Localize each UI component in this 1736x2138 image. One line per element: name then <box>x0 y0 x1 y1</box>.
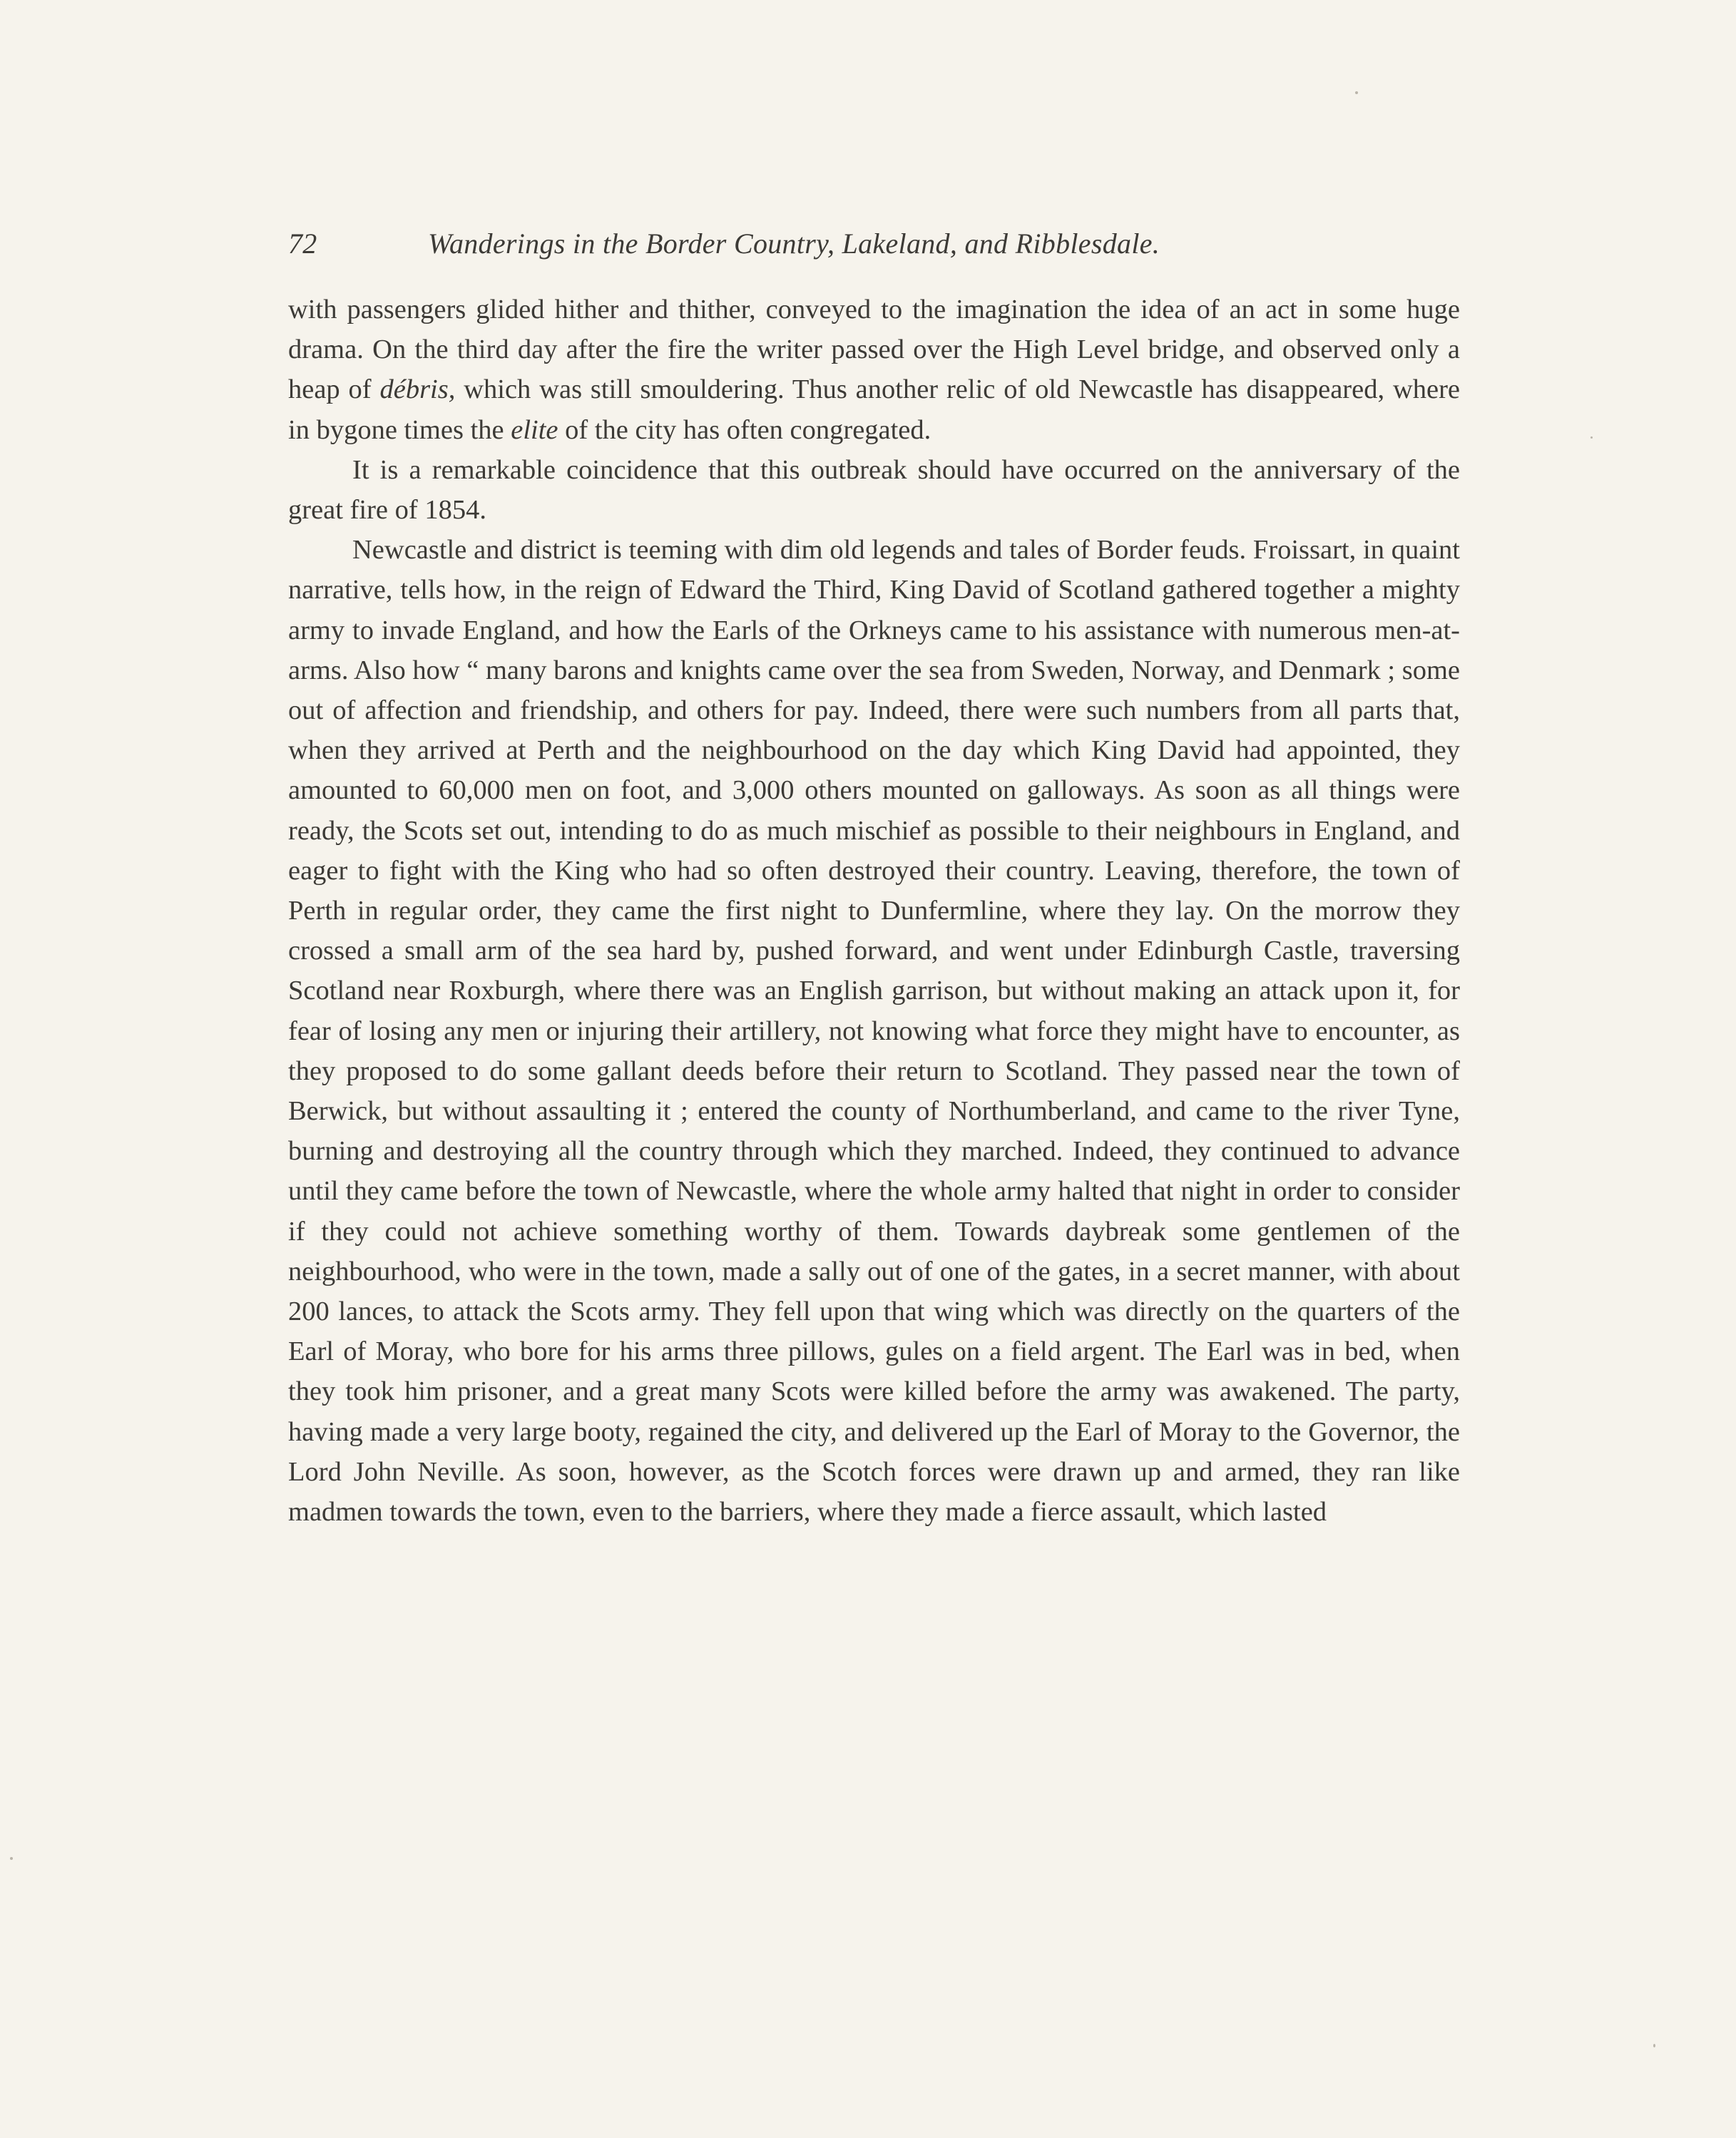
paragraph-1 <box>288 290 1460 450</box>
page-number: 72 <box>288 227 317 260</box>
paper-speck <box>10 1857 13 1860</box>
italic-elite: elite <box>511 414 558 445</box>
paragraph-1-text-a: with passengers glided hither and thither, conveyed to the imagination the idea of an act in some huge drama. On the third day after the fire the writer passed over the High Level bridge, and observed only a heap of <box>288 295 1460 405</box>
italic-debris: débris, <box>379 374 456 405</box>
paragraph-1-text-b: which was still smouldering. Thus another relic of old Newcastle has disappeared, where in bygone times the <box>288 374 1460 445</box>
paragraph-1-text-c: of the city has often congregated. <box>558 414 931 445</box>
paper-speck <box>1653 2044 1655 2047</box>
paper-speck <box>1355 91 1358 94</box>
paragraph-3: Newcastle and district is teeming with dim old legends and tales of Border feuds. Froissart, in quaint narrative, tells how, in the reign of Edward the Third, King David of Scotland gathered together a mighty army to invade England, and how the Earls of the Orkneys came to his assistance with numerous men-at-arms. Also how “ many barons and knights came over the sea from Sweden, Norway, and Denmark ; some out of affection and friendship, and others for pay. Indeed, there were such numbers from all parts that, when they arrived at Perth and the neighbourhood on the day which King David had appointed, they amounted to 60,000 men on foot, and 3,000 others mounted on galloways. As soon as all things were ready, the Scots set out, intending to do as much mischief as possible to their neighbours in England, and eager to fight with the King who had so often destroyed their country. Leaving, therefore, the town of Perth in regular order, they came the first night to Dunfermline, where they lay. On the morrow they crossed a small arm of the sea hard by, pushed forward, and went under Edinburgh Castle, traversing Scotland near Roxburgh, where there was an English garrison, but without making an attack upon it, for fear of losing any men or injuring their artillery, not knowing what force they might have to encounter, as they proposed to do some gallant deeds before their return to Scotland. They passed near the town of Berwick, but without assaulting it ; entered the county of Northumberland, and came to the river Tyne, burning and destroying all the country through which they marched. Indeed, they continued to advance until they came before the town of Newcastle, where the whole army halted that night in order to consider if they could not achieve something worthy of them. Towards daybreak some gentlemen of the neighbourhood, who were in the town, made a sally out of one of the gates, in a secret manner, with about 200 lances, to attack the Scots army. They fell upon that wing which was directly on the quarters of the Earl of Moray, who bore for his arms three pillows, gules on a field argent. The Earl was in bed, when they took him prisoner, and a great many Scots were killed before the army was awakened. The party, having made a very large booty, regained the city, and delivered up the Earl of Moray to the Governor, the Lord John Neville. As soon, however, as the Scotch forces were drawn up and armed, they ran like madmen towards the town, even to the barriers, where they made a fierce assault, which lasted <box>288 535 1460 1528</box>
book-title: Wanderings in the Border Country, Lakeland, and Ribblesdale. <box>428 227 1160 260</box>
paper-speck <box>1591 436 1593 439</box>
body-text <box>288 290 1460 1532</box>
running-head <box>288 227 1462 270</box>
paragraph-2: It is a remarkable coincidence that this outbreak should have occurred on the anniversary of the great fire of 1854. <box>288 454 1460 526</box>
